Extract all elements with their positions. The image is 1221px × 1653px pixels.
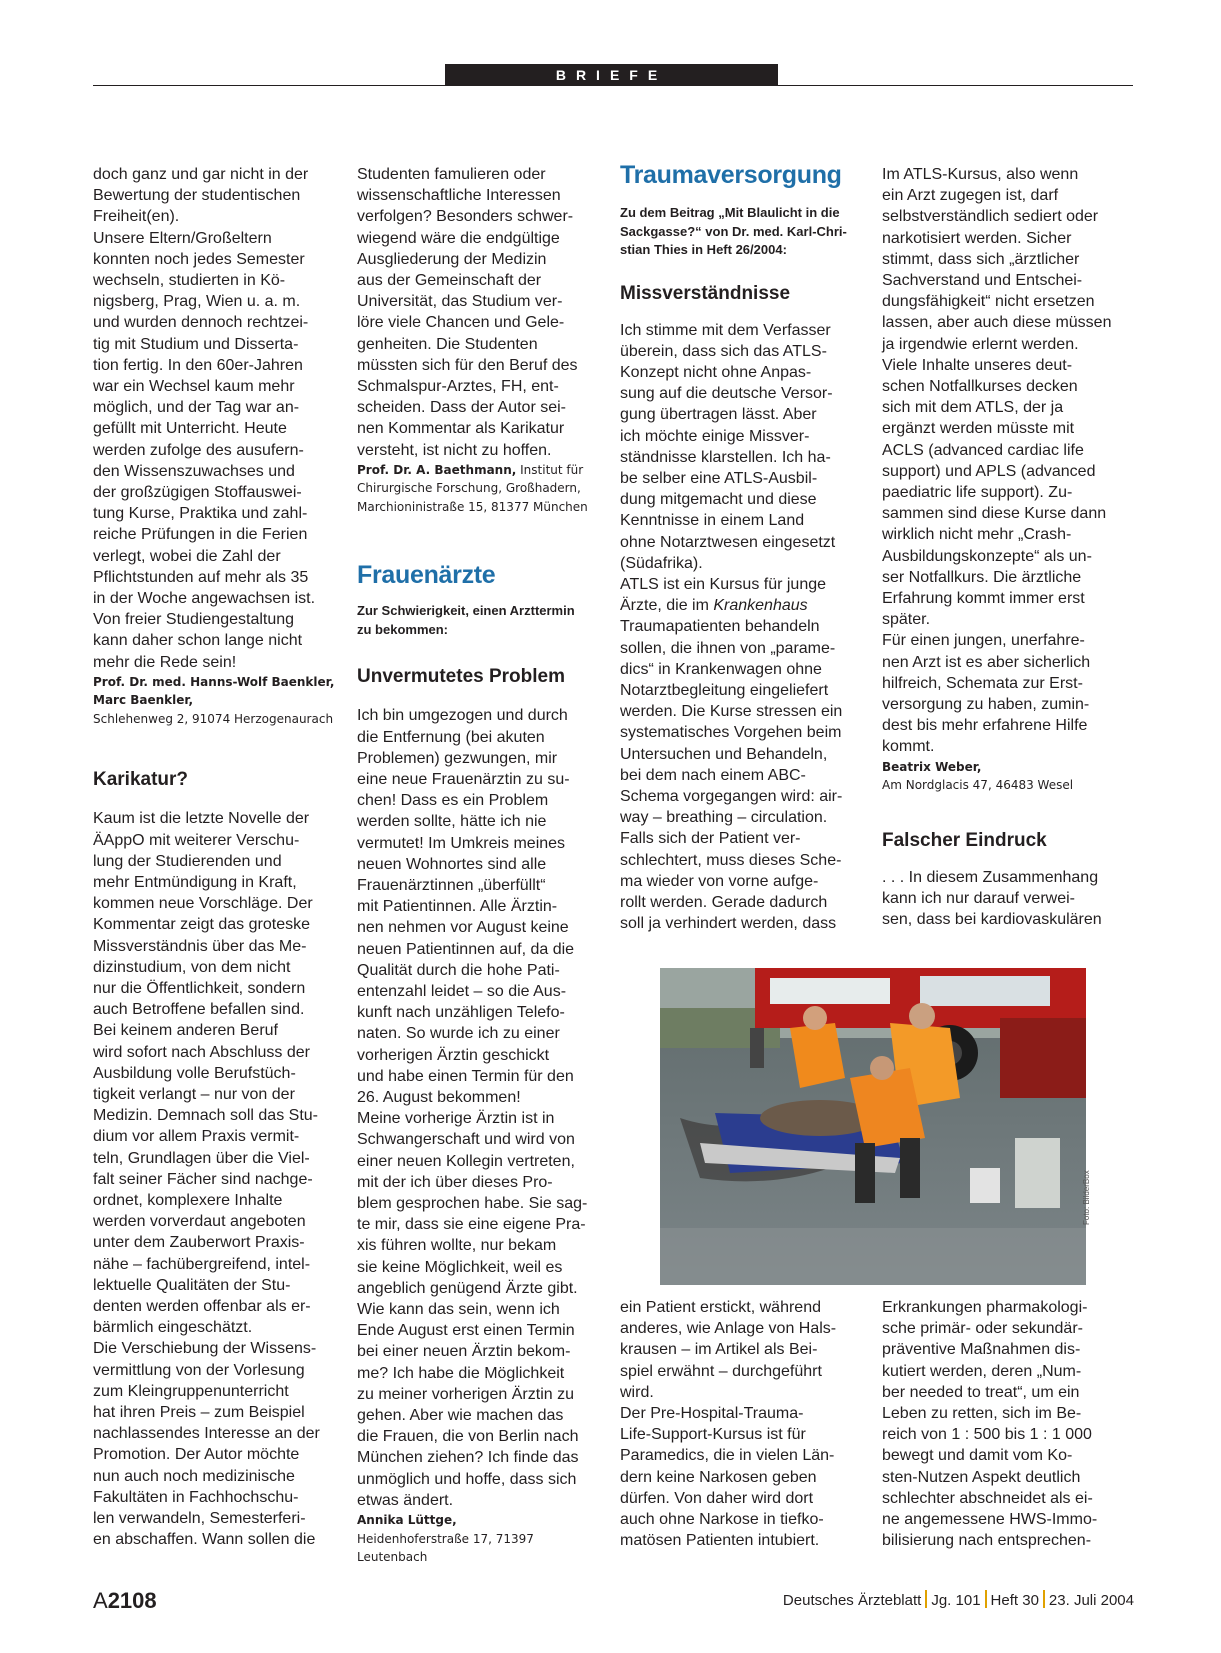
text-line: mehr Entmündigung in Kraft, [93, 873, 297, 891]
text-line: schen Notfallkurses decken [882, 378, 1078, 396]
text-line: sammen sind diese Kurse dann [882, 505, 1107, 523]
text-line: tion fertig. In den 60er-Jahren [93, 356, 303, 374]
text-line: Chirurgische Forschung, Großhadern, [357, 481, 581, 496]
text-line: unter dem Zauberwort Praxis- [93, 1234, 305, 1252]
text-line: Ausbildung volle Berufstüch- [93, 1064, 296, 1082]
text-line: sung auf die deutsche Versor- [620, 385, 833, 403]
author-signature: Beatrix Weber, [882, 759, 982, 774]
text-line: . . . In diesem Zusammenhang [882, 868, 1099, 886]
text-line: Ausbildungskonzepte“ als un- [882, 547, 1092, 565]
text-line: einer neuen Kollegin vertreten, [357, 1152, 575, 1170]
text-line: Wie kann das sein, wenn ich [357, 1301, 560, 1319]
text-line: Life-Support-Kursus ist für [620, 1426, 806, 1444]
text-line: scheiden. Dass der Autor sei- [357, 399, 566, 417]
text-line: Im ATLS-Kursus, also wenn [882, 166, 1079, 183]
text-line: Sackgasse?“ von Dr. med. Karl-Chri- [620, 223, 847, 239]
author-signature: Marc Baenkler, [93, 693, 194, 708]
text-line: hilfreich, Schemata zur Erst- [882, 674, 1083, 692]
text-line: Kaum ist die letzte Novelle der [93, 810, 310, 828]
text-line: kommen neue Vorschläge. Der [93, 895, 313, 913]
journal-info [783, 1590, 1134, 1609]
text-line: sten-Nutzen Aspekt deutlich [882, 1468, 1081, 1486]
text-line: soll ja verhindert werden, dass [620, 915, 837, 933]
text-line: später. [882, 611, 931, 629]
text-line: gung übertragen lässt. Aber [620, 406, 817, 424]
text-line: werden zufolge des ausufern- [93, 441, 304, 459]
text-line: bei einer neuen Ärztin bekom- [357, 1343, 571, 1361]
text-line: ohne Notarztwesen eingesetzt [620, 533, 836, 551]
col1-karikatur-text [93, 808, 343, 1550]
text-line: präventive Maßnahmen dis- [882, 1341, 1081, 1359]
text-line: entenzahl leidet – so die Aus- [357, 982, 567, 1000]
text-line: zu meiner vorherigen Ärztin zu [357, 1385, 574, 1403]
text-line: Problemen) gezwungen, mir [357, 749, 558, 767]
text-line: auch Betroffene befallen sind. [93, 1001, 305, 1019]
text-line: falt seiner Fächer sind nachge- [93, 1170, 313, 1188]
text-line: Schema vorgegangen wird: air- [620, 787, 843, 805]
text-line: überein, dass sich das ATLS- [620, 342, 827, 360]
text-line: ATLS ist ein Kursus für junge [620, 575, 827, 593]
text-line: gefüllt mit Unterricht. Heute [93, 420, 287, 438]
text-line: te mir, dass sie eine eigene Pra- [357, 1216, 586, 1234]
text-line: kutiert werden, deren „Num- [882, 1362, 1082, 1380]
text-line: ein Patient erstickt, während [620, 1299, 821, 1316]
text-line: 26. August bekommen! [357, 1089, 521, 1106]
text-line: löre viele Chancen und Gele- [357, 314, 565, 332]
text-line: wissenschaftliche Interessen [357, 187, 561, 205]
author-signature: Annika Lüttge, [357, 1513, 457, 1528]
text-line: kann daher schon lange nicht [93, 632, 303, 650]
text-line: unmöglich und hoffe, dass sich [357, 1470, 577, 1488]
text-line: nigsberg, Prag, Wien u. a. m. [93, 293, 301, 311]
text-line: möglich, und der Tag war an- [93, 399, 300, 417]
text-line: tigkeit verlangt – nur von der [93, 1086, 295, 1104]
text-line: dern keine Narkosen geben [620, 1468, 817, 1486]
text-line: doch ganz und gar nicht in der [93, 166, 309, 183]
section-title: Traumaversorgung [620, 161, 842, 189]
text-line: nen nehmen vor August keine [357, 919, 569, 937]
text-line: kann ich nur darauf verwei- [882, 889, 1075, 907]
text-line: Medizin. Demnach soll das Stu- [93, 1107, 318, 1125]
text-line: vorherigen Ärztin geschickt [357, 1046, 550, 1064]
separator [1043, 1590, 1045, 1608]
text-line: vermittlung von der Vorlesung [93, 1361, 305, 1379]
text-line: Universität, das Studium ver- [357, 293, 563, 311]
text-line: sen, dass bei kardiovaskulären [882, 911, 1102, 929]
text-line: Bei keinem anderen Beruf [93, 1022, 278, 1040]
text-line: dest bis mehr erfahrene Hilfe [882, 717, 1088, 735]
text-line: wirklich nicht mehr „Crash- [882, 526, 1072, 544]
text-line: Viele Inhalte unseres deut- [882, 356, 1073, 374]
text-line: krausen – im Artikel als Bei- [620, 1341, 818, 1359]
text-line: Falls sich der Patient ver- [620, 830, 801, 848]
page-number: A2108 [93, 1588, 157, 1613]
column-2 [357, 164, 607, 1567]
text-line: nur die Öffentlichkeit, sondern [93, 980, 306, 997]
text-line: ÄAppO mit weiterer Verschu- [93, 831, 300, 849]
text-line: wiegend wäre die endgültige [357, 229, 560, 247]
text-line: be selber eine ATLS-Ausbil- [620, 469, 818, 487]
text-line: Zu dem Beitrag „Mit Blaulicht in die [620, 205, 840, 220]
issue: Heft 30 [990, 1592, 1039, 1609]
text-line: anderes, wie Anlage von Hals- [620, 1320, 837, 1338]
text-line: tung Kurse, Praktika und zahl- [93, 505, 308, 523]
text-line: stimmt, dass sich „ärztlicher [882, 250, 1080, 268]
text-line: (Südafrika). [620, 554, 703, 572]
text-line: ein Arzt zugegen ist, darf [882, 187, 1059, 205]
text-line: Kommentar zeigt das groteske [93, 916, 310, 934]
text-line: ordnet, komplexere Inhalte [93, 1192, 283, 1210]
text-line: Paramedics, die in vielen Län- [620, 1447, 835, 1465]
text-line: schlechter abschneidet als ei- [882, 1489, 1093, 1507]
text-line: war ein Wechsel kaum mehr [93, 378, 295, 396]
text-line: denten werden offenbar als er- [93, 1298, 311, 1316]
text-line: Ich bin umgezogen und durch [357, 707, 568, 725]
text-line: aus der Gemeinschaft der [357, 272, 542, 290]
text-line: len verwandeln, Semesterferi- [93, 1510, 306, 1528]
journal-name: Deutsches Ärzteblatt [782, 1592, 922, 1609]
text-line: Für einen jungen, unerfahre- [882, 632, 1085, 650]
text-line: Freiheit(en). [93, 208, 180, 226]
photo-credit: Foto: BilderBox [1082, 1170, 1091, 1225]
letter-heading: Karikatur? [93, 769, 189, 791]
text-line: kommt. [882, 738, 935, 756]
text-line: etwas ändert. [357, 1491, 454, 1509]
text-line: auch ohne Narkose in tiefko- [620, 1511, 824, 1529]
text-line: xis führen wollte, nur bekam [357, 1237, 557, 1255]
letter-heading: Falscher Eindruck [882, 829, 1047, 851]
text-line: lassen, aber auch diese müssen [882, 314, 1112, 332]
rescue-photo [660, 968, 1086, 1285]
text-line: und habe einen Termin für den [357, 1067, 574, 1085]
text-line: die Entfernung (bei akuten [357, 728, 545, 746]
column-4-bottom [882, 1297, 1132, 1551]
text-line: gehen. Aber wie machen das [357, 1407, 564, 1425]
text-line: lektuelle Qualitäten der Stu- [93, 1276, 291, 1294]
text-line: Fakultäten in Fachhochschu- [93, 1488, 299, 1506]
text-line: mit der ich über dieses Pro- [357, 1173, 553, 1191]
text-line: werden vorverdaut angeboten [93, 1213, 306, 1231]
text-line: ber needed to treat“, um ein [882, 1383, 1080, 1401]
text-line: Der Pre-Hospital-Trauma- [620, 1405, 804, 1423]
text-line: Missverständnis über das Me- [93, 937, 307, 955]
letter-intro [620, 204, 870, 260]
text-line: müssten sich für den Beruf des [357, 356, 578, 374]
text-line: konnten noch jedes Semester [93, 250, 305, 268]
text-line: wechseln, studierten in Kö- [93, 272, 286, 290]
text-line: Meine vorherige Ärztin ist in [357, 1110, 555, 1128]
text-line: München ziehen? Ich finde das [357, 1449, 579, 1467]
text-line: Schwangerschaft und wird von [357, 1131, 575, 1149]
text-line: narkotisiert werden. Sicher [882, 229, 1072, 247]
text-line: ser Notfallkurs. Die ärztliche [882, 568, 1082, 586]
letter-heading: Unvermutetes Problem [357, 666, 566, 688]
section-label: BRIEFE [445, 64, 778, 86]
text-line: Erkrankungen pharmakologi- [882, 1299, 1088, 1316]
separator [925, 1590, 927, 1608]
column-3 [620, 160, 870, 934]
text-line: werden. Die Kurse stressen ein [620, 703, 843, 721]
text-line: matösen Patienten intubiert. [620, 1532, 820, 1550]
text-line: ACLS (advanced cardiac life [882, 441, 1084, 459]
text-line: hat ihren Preis – zum Beispiel [93, 1404, 305, 1422]
text-line: dung mitgemacht und diese [620, 491, 817, 509]
text-line: neuen Wohnortes sind alle [357, 855, 547, 873]
text-line: verlegt, wobei die Zahl der [93, 547, 281, 565]
text-line: Sachverstand und Entschei- [882, 272, 1083, 290]
text-line: me? Ich habe die Möglichkeit [357, 1364, 565, 1382]
text-line: en abschaffen. Wann sollen die [93, 1531, 316, 1549]
col3-letter-text [620, 616, 870, 934]
issue-date: 23. Juli 2004 [1048, 1592, 1134, 1609]
col3-letter-text [620, 320, 870, 574]
text-line: blem gesprochen habe. Sie sag- [357, 1195, 588, 1213]
text-line: lung der Studierenden und [93, 852, 282, 870]
text-line: eine neue Frauenärztin zu su- [357, 770, 570, 788]
text-line: bei dem nach einem ABC- [620, 766, 806, 784]
text-line: nähe – fachübergreifend, intel- [93, 1255, 311, 1273]
text-line: selbstverständlich sediert oder [882, 208, 1099, 226]
text-line: in der Woche angewachsen ist. [93, 590, 316, 608]
author-signature [357, 461, 607, 480]
text-line: ma wieder von vorne aufge- [620, 872, 819, 890]
text-line: nen Kommentar als Karikatur [357, 420, 565, 438]
col1-letter-text [93, 164, 343, 673]
text-line: stian Thies in Heft 26/2004: [620, 242, 787, 257]
text-line: der großzügigen Stoffauswei- [93, 484, 302, 502]
text-line: Qualität durch die hohe Pati- [357, 961, 560, 979]
text-line: support) und APLS (advanced [882, 462, 1096, 480]
text-line: teln, Grundlagen über die Viel- [93, 1149, 310, 1167]
col2-letter-text [357, 164, 607, 461]
text-line: genheiten. Die Studenten [357, 335, 538, 353]
letter-heading: Missverständnisse [620, 282, 791, 304]
text-line: dizinstudium, von dem nicht [93, 958, 291, 976]
emphasis: Krankenhaus [713, 597, 808, 615]
col3-letter-text [620, 1297, 870, 1551]
text-line: Unsere Eltern/Großeltern [93, 229, 272, 247]
volume: Jg. 101 [931, 1592, 981, 1609]
text-line: schlechtert, muss dieses Sche- [620, 851, 842, 869]
text-line: dics“ in Krankenwagen ohne [620, 660, 822, 678]
text-line: bilisierung nach entsprechen- [882, 1532, 1092, 1550]
text-line: Pflichtstunden auf mehr als 35 [93, 568, 309, 586]
text-line: ich möchte einige Missver- [620, 427, 810, 445]
text-line: zum Kleingruppenunterricht [93, 1382, 289, 1400]
text-line: sche primär- oder sekundär- [882, 1320, 1083, 1338]
text-line: Ausgliederung der Medizin [357, 250, 547, 268]
text-line: Bewertung der studentischen [93, 187, 301, 205]
separator [985, 1590, 987, 1608]
col4-letter-text [882, 867, 1132, 931]
author-name: Prof. Dr. A. Baethmann, [357, 462, 517, 477]
text-line: nen Arzt ist es aber sicherlich [882, 653, 1091, 671]
text-line: Leben zu retten, sich im Be- [882, 1405, 1082, 1423]
col2-letter-text [357, 705, 607, 1511]
text-line: versteht, ist nicht zu hoffen. [357, 441, 552, 459]
column-3-bottom [620, 1297, 870, 1551]
author-institute: Institut für [516, 462, 584, 477]
text-line: spiel erwähnt – durchgeführt [620, 1362, 822, 1380]
text-line: Konzept nicht ohne Anpas- [620, 363, 812, 381]
column-1 [93, 164, 343, 1550]
text-line: angeblich genügend Ärzte gibt. [357, 1279, 578, 1297]
text-line: Zur Schwierigkeit, einen Arzttermin [357, 603, 575, 619]
text-line: reiche Prüfungen in die Ferien [93, 526, 308, 544]
text-line: sich mit dem ATLS, der ja [882, 399, 1064, 417]
text-line: kunft nach unzähligen Telefo- [357, 1004, 565, 1022]
text-line: Frauenärztinnen „überfüllt“ [357, 876, 546, 894]
column-4 [882, 164, 1132, 930]
author-signature: Prof. Dr. med. Hanns-Wolf Baenkler, [93, 674, 335, 689]
text-line: zu bekommen: [357, 621, 449, 637]
text-line: nun auch noch medizinische [93, 1467, 295, 1485]
text-line: way – breathing – circulation. [620, 809, 828, 827]
author-address: Am Nordglacis 47, 46483 Wesel [882, 778, 1074, 793]
text-line: ergänzt werden müsste mit [882, 420, 1075, 438]
text-line: nachlassendes Interesse an der [93, 1425, 320, 1443]
text-line: wird sofort nach Abschluss der [93, 1043, 310, 1061]
text-line: Ende August erst einen Termin [357, 1322, 575, 1340]
text-line: rollt werden. Gerade dadurch [620, 893, 828, 911]
text-line: mehr die Rede sein! [93, 653, 237, 671]
text-line: Traumapatienten behandeln [620, 618, 820, 636]
letter-intro [357, 602, 607, 639]
text-line: die Frauen, die von Berlin nach [357, 1428, 579, 1446]
text-line: Untersuchen und Behandeln, [620, 745, 828, 763]
text-line: Erfahrung kommt immer erst [882, 590, 1085, 608]
text-line: Notarztbegleitung eingeliefert [620, 681, 829, 699]
text-line: bewegt und damit vom Ko- [882, 1447, 1073, 1465]
rescue-scene-illustration [660, 968, 1086, 1285]
author-address [357, 479, 607, 516]
text-line: verfolgen? Besonders schwer- [357, 208, 574, 226]
text-line: neuen Patientinnen auf, da die [357, 940, 575, 958]
text-line: ja irgendwie erlernt werden. [882, 335, 1079, 353]
text-line: werden sollte, hätte ich nie [357, 813, 547, 831]
text-line: Kenntnisse in einem Land [620, 512, 805, 530]
col4-letter-text [882, 1297, 1132, 1551]
text-line: sollen, die ihnen von „parame- [620, 639, 836, 657]
text-line: Schmalspur-Arztes, FH, ent- [357, 378, 559, 396]
text-line: naten. So wurde ich zu einer [357, 1025, 560, 1043]
text-line: und wurden dennoch rechtzei- [93, 314, 309, 332]
text-line: dium vor allem Praxis vermit- [93, 1128, 300, 1146]
author-address: Heidenhoferstraße 17, 71397 Leutenbach [357, 1531, 534, 1565]
text-line: dungsfähigkeit“ nicht ersetzen [882, 293, 1095, 311]
text-line: Promotion. Der Autor möchte [93, 1446, 300, 1464]
text-line: Ich stimme mit dem Verfasser [620, 321, 831, 339]
text-line: mit Patientinnen. Alle Ärztin- [357, 898, 558, 916]
text-line: Von freier Studiengestaltung [93, 611, 295, 629]
text-line: Ärzte, die im Krankenhaus [620, 597, 808, 615]
text-line: ständnisse klarstellen. Ich ha- [620, 448, 831, 466]
text-line: vermutet! Im Umkreis meines [357, 834, 566, 852]
text-line: Marchioninistraße 15, 81377 München [357, 499, 588, 514]
text-line: tig mit Studium und Disserta- [93, 335, 299, 353]
text-line: ne angemessene HWS-Immo- [882, 1511, 1098, 1529]
text-line: wird. [620, 1383, 654, 1401]
text-line: systematisches Vorgehen beim [620, 724, 842, 742]
text-line: paediatric life support). Zu- [882, 484, 1073, 502]
text-line: bärmlich eingeschätzt. [93, 1319, 253, 1337]
text-line: chen! Dass es ein Problem [357, 792, 549, 810]
text-line: sie keine Möglichkeit, weil es [357, 1258, 563, 1276]
author-address: Schlehenweg 2, 91074 Herzogenaurach [93, 711, 334, 726]
text-line: Die Verschiebung der Wissens- [93, 1340, 317, 1358]
text-line: den Wissenszuwachses und [93, 462, 295, 480]
text-line: reich von 1 : 500 bis 1 : 1 000 [882, 1426, 1092, 1444]
text-line: dürfen. Von daher wird dort [620, 1489, 814, 1507]
text-line: versorgung zu haben, zumin- [882, 696, 1090, 714]
section-title: Frauenärzte [357, 561, 496, 590]
col4-letter-text [882, 164, 1132, 758]
text-line: Studenten famulieren oder [357, 166, 546, 183]
